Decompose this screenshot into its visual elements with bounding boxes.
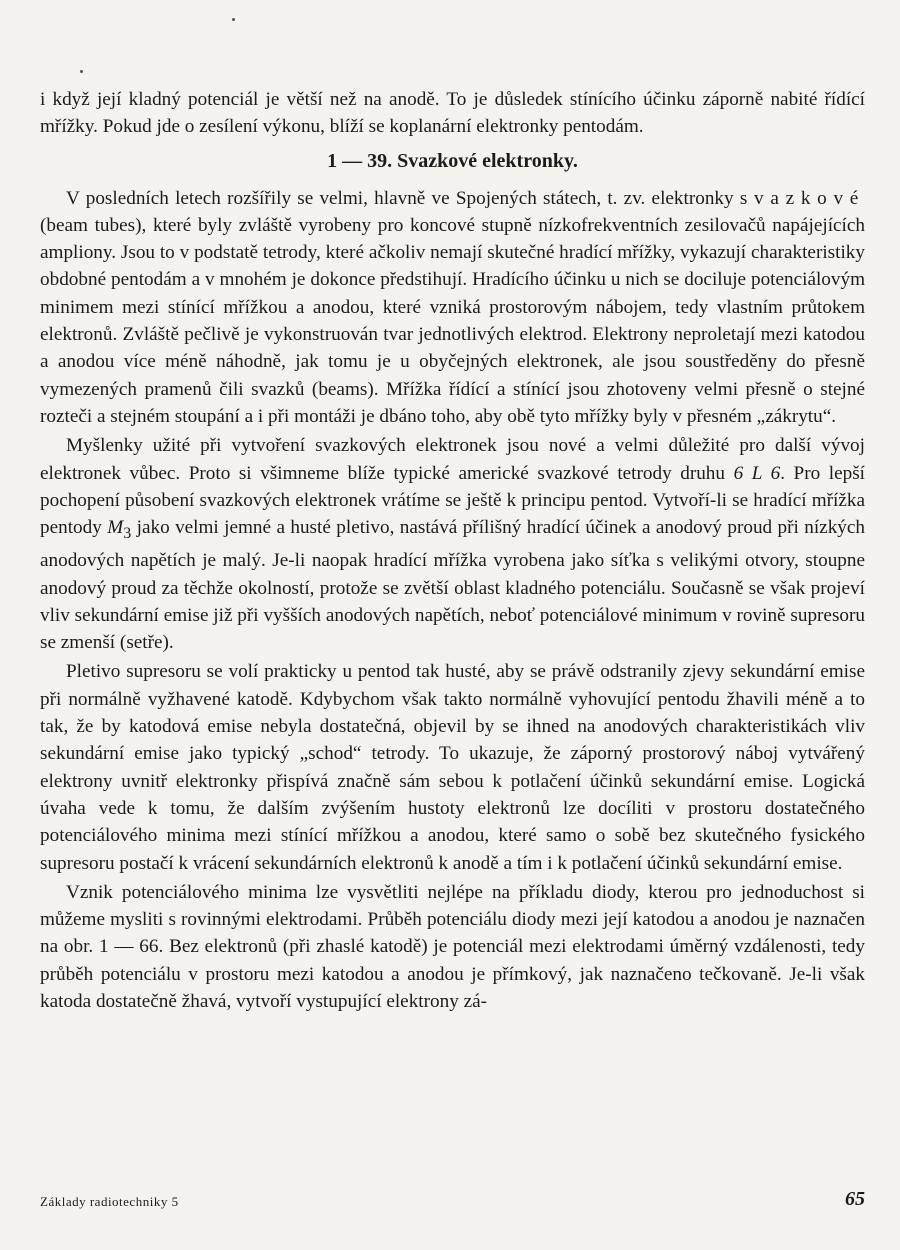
section-heading: 1 — 39. Svazkové elektronky. (327, 149, 578, 172)
footer-source: Základy radiotechniky 5 (40, 1194, 179, 1209)
paragraph-text: jako velmi jemné a husté pletivo, nastává přílišný hradící účinek a anodový proud při nízkých anodových napětích je malý. Je-li naopak hradící mřížka vyrobena jako síťka s velikými otvory, stoupne anodový proud za těchže okolností, protože se zvětší oblast kladného potenciálu. Současně se však projeví vliv sekundární emise již při vyšších anodových napětích, neboť potenciálové minimum v rovině supresoru se zmenší (setře). (40, 517, 865, 654)
spaced-term: svazkové (739, 187, 865, 209)
grid-symbol: M (107, 517, 124, 539)
page-footer (40, 1188, 865, 1218)
paragraph-text: Myšlenky užité při vytvoření svazkových elektronek jsou nové a velmi důležité pro další vývoj elektronek vůbec. Proto si všimneme blíže typické americké svazkové tetrody druhu (40, 435, 865, 484)
tube-type: 6 L 6 (733, 462, 781, 484)
paragraph-text: Pletivo supresoru se volí prakticky u pentod tak husté, aby se právě odstranily zjevy sekundární emise při normálně vyžhavené katodě. Kdybychom však takto normálně vyhovující pentodu žhavili méně a to tak, že by katodová emise nebyla dostatečná, objevil by se ihned na anodových charakteristikách vliv sekundární emise jako typický „schod“ tetrody. To ukazuje, že záporný prostorový náboj vytvářený elektrony uvnitř elektronky přispívá značně sám sebou k potlačení účinků sekundární emise. Logická úvaha vede k tomu, že dalším zvýšením hustoty elektronů lze docíliti v prostoru dostatečného potenciálového minima mezi stínící mřížkou a anodou, které samo o sobě bez skutečného fysického supresoru postačí k vrácení sekundárních elektronů k anodě a tím i k potlačení účinků sekundární emise. (40, 661, 865, 874)
scan-speck (232, 18, 235, 21)
page-number: 65 (845, 1188, 865, 1210)
paragraph-text: (beam tubes), které byly zvláště vyrobeny pro koncové stupně nízkofrekventních zesilovačů napájejících ampliony. Jsou to v podstatě tetrody, které ačkoliv nemají skutečné hradící mřížky, vykazují charakteristiky obdobné pentodám a v mnohém je dokonce předstihují. Hradícího účinku u nich se dociluje potenciálovým minimem mezi stínící mřížkou a anodou, které vzniká prostorovým nábojem, tedy vlastním průtokem elektronů. Zvláště pečlivě je vykonstruován tvar jednotlivých elektrod. Elektrony neproletají mezi katodou a anodou více méně náhodně, jak tomu je u obyčejných elektronek, ale jsou soustředěny do přesně vymezených pramenů čili svazků (beams). Mřížka řídící a stínící jsou zhotoveny velmi přesně o stejné rozteči a stejném stoupání a i při montáži je dbáno toho, aby obě tyto mřížky byly v přesném „zákrytu“. (40, 214, 865, 427)
paragraph-continuation (40, 86, 865, 141)
grid-symbol-subscript: 3 (123, 524, 132, 542)
paragraph-text: i když její kladný potenciál je větší než na anodě. To je důsledek stínícího účinku záporně nabité řídící mřížky. Pokud jde o zesílení výkonu, blíží se koplanární elektronky pentodám. (40, 89, 865, 138)
paragraph-text: Vznik potenciálového minima lze vysvětliti nejlépe na příkladu diody, kterou pro jednoduchost si můžeme mysliti s rovinnými elektrodami. Průběh potenciálu diody mezi její katodou a anodou je naznačen na obr. 1 — 66. Bez elektronů (při zhaslé katodě) je potenciál mezi elektrodami úměrný vzdálenosti, tedy průběh potenciálu v prostoru mezi katodou a anodou je přímkový, jak naznačeno tečkovaně. Je-li však katoda dostatečně žhavá, vytvoří vystupující elektrony zá- (40, 881, 865, 1013)
paragraph-suppressor (40, 658, 865, 876)
paragraph-beam-tubes-intro (40, 185, 865, 431)
paragraph-text: . Pro lepší pochopení působení svazkových elektronek vrátíme se ještě k principu pentod. Vytvoří-li se hradící mřížka pentody (40, 462, 866, 539)
page-body (40, 86, 865, 1015)
scan-speck (80, 70, 83, 73)
paragraph-pentode-principle (40, 432, 865, 656)
paragraph-text: V posledních letech rozšířily se velmi, hlavně ve Spojených státech, t. zv. elektronky (66, 187, 734, 209)
paragraph-potential-minimum (40, 879, 865, 1015)
